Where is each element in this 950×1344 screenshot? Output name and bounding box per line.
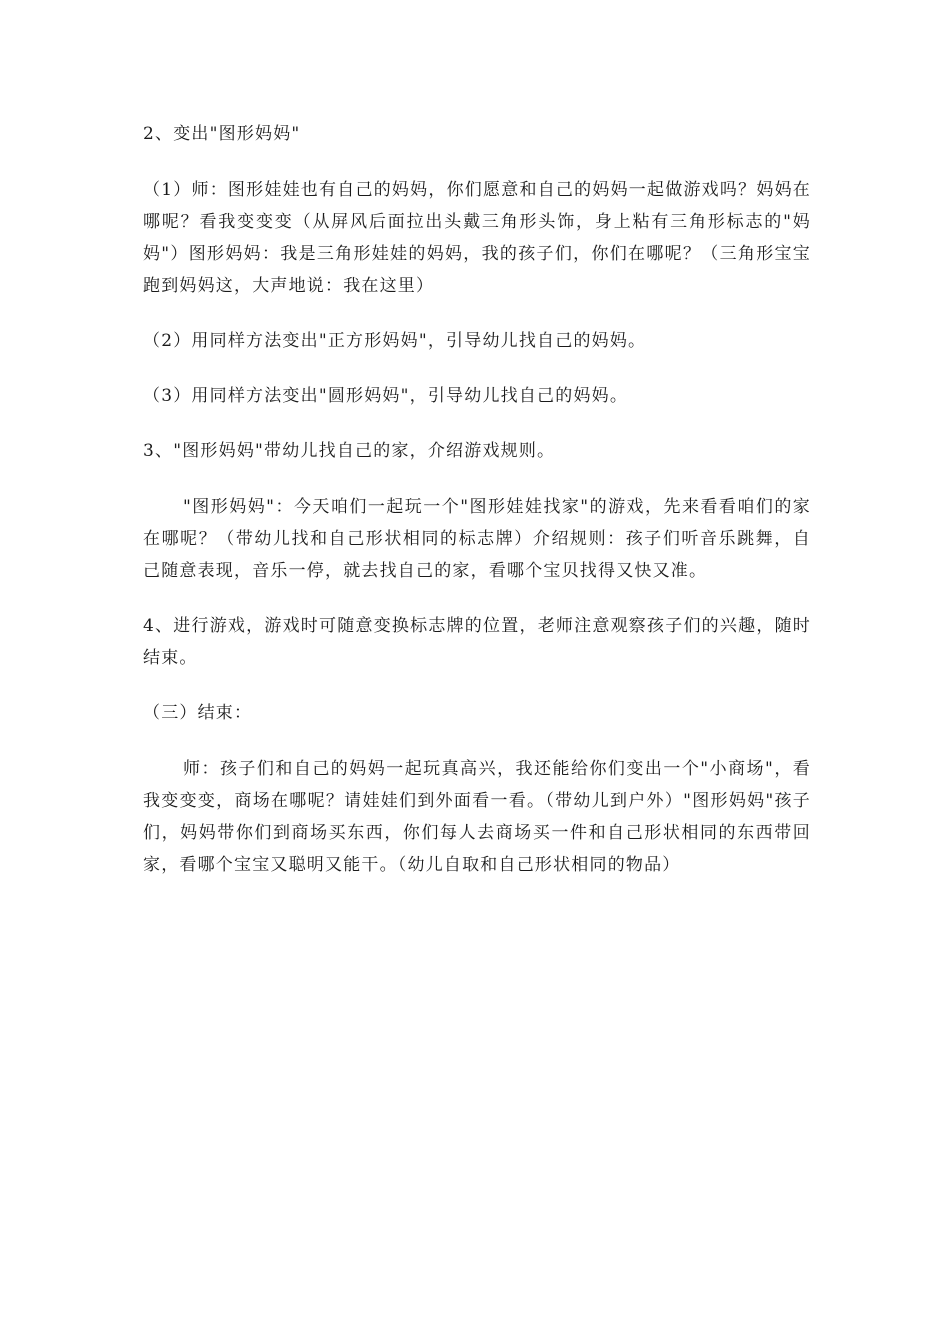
- section-heading-2: 2、变出"图形妈妈": [143, 124, 301, 144]
- document-body: [143, 118, 811, 904]
- paragraph-step-2: （2）用同样方法变出"正方形妈妈"，引导幼儿找自己的妈妈。: [143, 331, 647, 351]
- section-heading-3: 3、"图形妈妈"带幼儿找自己的家，介绍游戏规则。: [143, 441, 556, 461]
- section-heading-4: 4、进行游戏，游戏时可随意变换标志牌的位置，老师注意观察孩子们的兴趣，随时结束。: [143, 616, 811, 668]
- paragraph-step-3: （3）用同样方法变出"圆形妈妈"，引导幼儿找自己的妈妈。: [143, 386, 629, 406]
- paragraph-ending: 师：孩子们和自己的妈妈一起玩真高兴，我还能给你们变出一个"小商场"，看我变变变，商场在哪呢？请娃娃们到外面看一看。（带幼儿到户外）"图形妈妈"孩子们，妈妈带你们到商场买东西，你们每人去商场买一件和自己形状相同的东西带回家，看哪个宝宝又聪明又能干。（幼儿自取和自己形状相同的物品）: [143, 759, 811, 875]
- section-heading-end: （三）结束：: [143, 703, 253, 723]
- paragraph-step-1: （1）师：图形娃娃也有自己的妈妈，你们愿意和自己的妈妈一起做游戏吗？妈妈在哪呢？看我变变变（从屏风后面拉出头戴三角形头饰，身上粘有三角形标志的"妈妈"）图形妈妈：我是三角形娃娃的妈妈，我的孩子们，你们在哪呢？（三角形宝宝跑到妈妈这，大声地说：我在这里）: [143, 180, 811, 296]
- paragraph-game-intro: "图形妈妈"：今天咱们一起玩一个"图形娃娃找家"的游戏，先来看看咱们的家在哪呢？（带幼儿找和自己形状相同的标志牌）介绍规则：孩子们听音乐跳舞，自己随意表现，音乐一停，就去找自己的家，看哪个宝贝找得又快又准。: [143, 497, 811, 581]
